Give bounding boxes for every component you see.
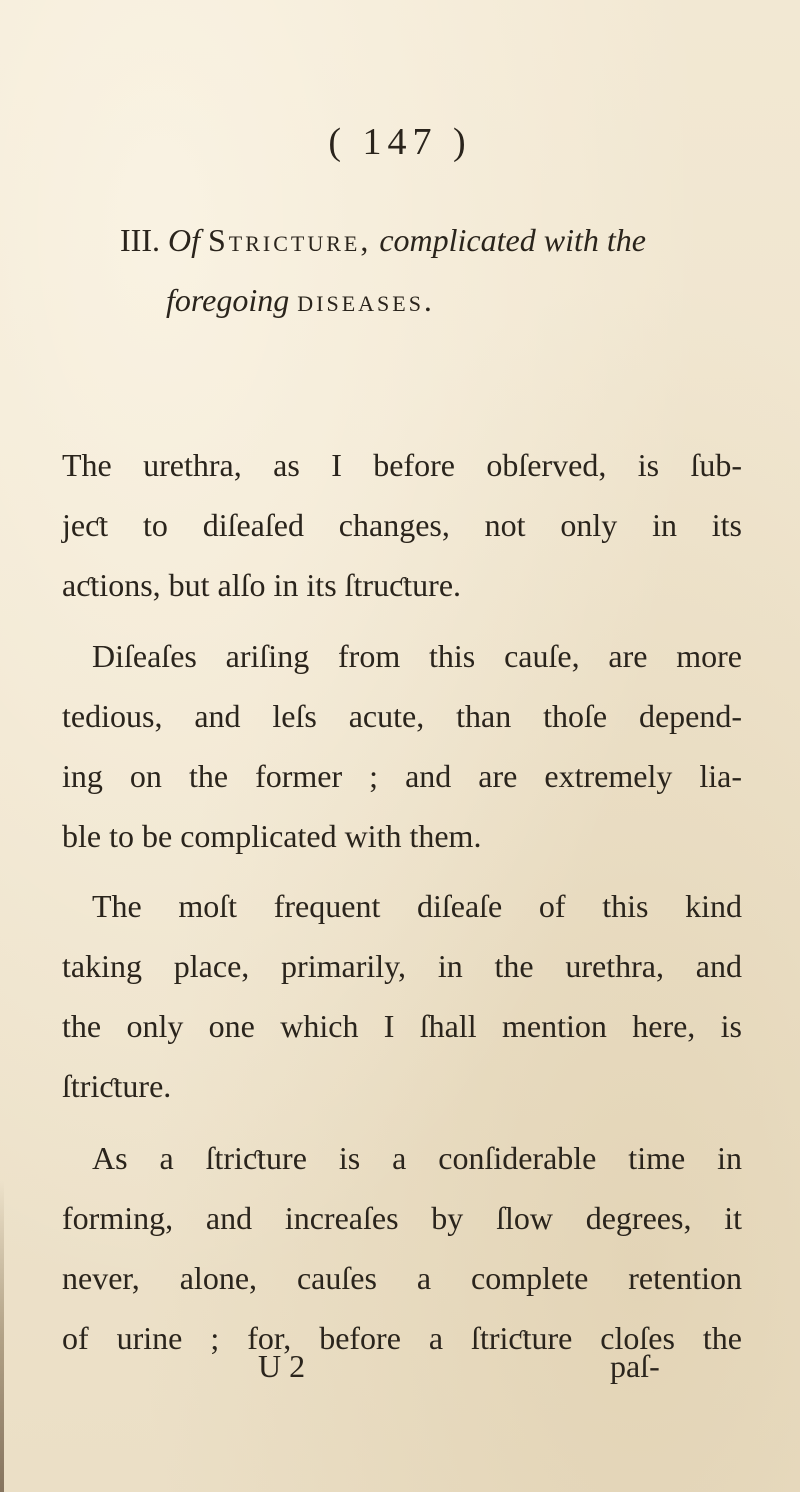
text-line: The moſt frequent diſeaſe of this kind xyxy=(92,888,742,924)
text-line: Diſeaſes ariſing from this cauſe, are more xyxy=(92,638,742,674)
section-heading xyxy=(120,210,760,330)
text-line: ing on the former ; and are extremely lia- xyxy=(62,758,742,794)
paragraph-3 xyxy=(62,876,742,1116)
text-line: forming, and increaſes by ſlow degrees, it xyxy=(62,1200,742,1236)
heading-diseases: diseases. xyxy=(297,282,435,318)
heading-numeral: III. xyxy=(120,222,160,258)
page-edge-shadow xyxy=(0,1180,4,1492)
text-line: tedious, and leſs acute, than thoſe depend- xyxy=(62,698,742,734)
text-line: aƈtions, but alſo in its ſtruƈture. xyxy=(62,567,462,603)
text-line: As a ſtriƈture is a conſiderable time in xyxy=(92,1140,742,1176)
text-line: jeƈt to diſeaſed changes, not only in its xyxy=(62,507,742,543)
text-line: taking place, primarily, in the urethra, and xyxy=(62,948,742,984)
paragraph-4 xyxy=(62,1128,742,1368)
heading-of: Of xyxy=(167,222,200,258)
catchword: paſ- xyxy=(610,1348,660,1384)
heading-stricture: Stricture, xyxy=(207,222,372,258)
text-line: the only one which I ſhall mention here, is xyxy=(62,1008,742,1044)
heading-line-2 xyxy=(120,270,760,330)
text-line: of urine ; for, before a ſtriƈture cloſes the xyxy=(62,1320,742,1356)
signature-mark: U 2 xyxy=(258,1348,306,1384)
text-line: The urethra, as I before obſerved, is ſub- xyxy=(62,447,742,483)
text-line: never, alone, cauſes a complete retention xyxy=(62,1260,742,1296)
heading-complicated: complicated with the xyxy=(379,222,646,258)
text-line: ſtriƈture. xyxy=(62,1068,172,1104)
paragraph-1 xyxy=(62,435,742,615)
page-number: ( 147 ) xyxy=(328,121,472,163)
text-line: ble to be complicated with them. xyxy=(62,818,482,854)
heading-foregoing: foregoing xyxy=(166,282,290,318)
paragraph-2 xyxy=(62,626,742,866)
